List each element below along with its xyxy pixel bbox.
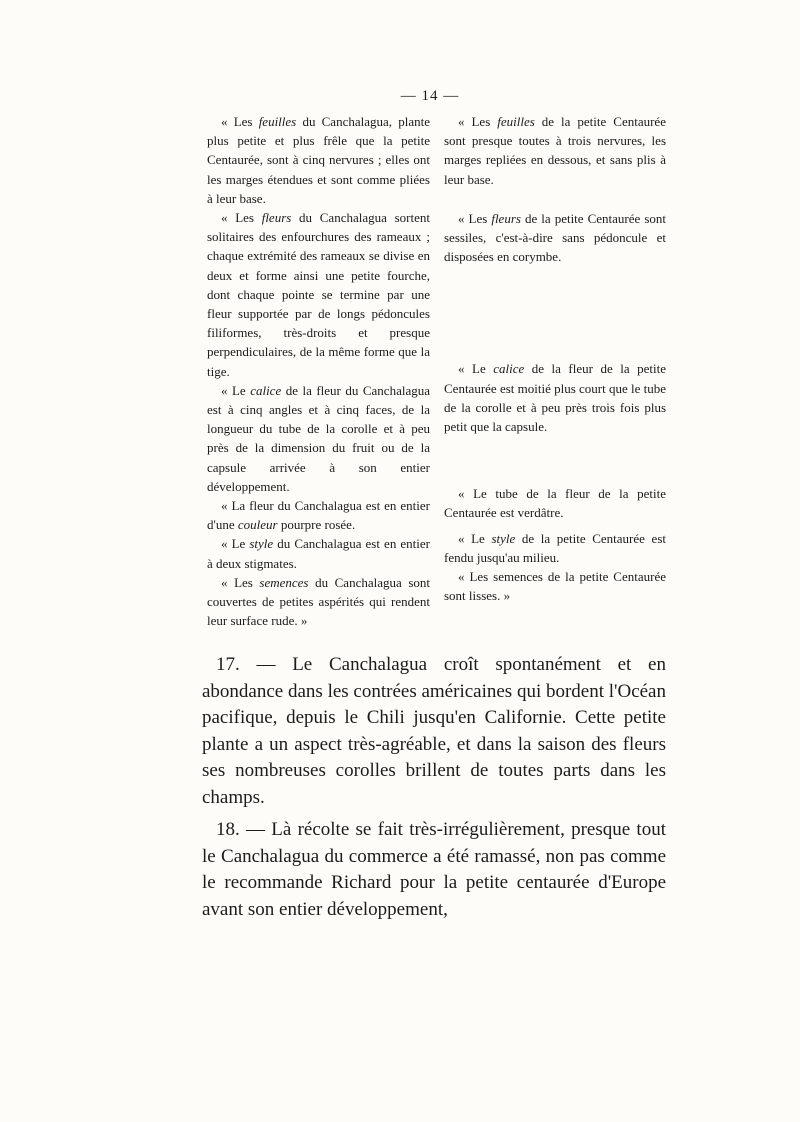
left-paragraph-flowers: « Les fleurs du Canchalagua sortent solitaires des enfourchures des rameaux ; chaque extrémité des rameaux se divise en deux et forme ainsi une petite fourche, dont chaque pointe se termine par une fleur supportée par de longs pédoncules filiformes, très-droits et presque perpendiculaires, de la même forme que la tige. bbox=[207, 210, 430, 379]
body-text bbox=[202, 652, 666, 923]
left-paragraph-leaves: « Les feuilles du Canchalagua, plante plus petite et plus frêle que la petite Centaurée, sont à cinq nervures ; elles ont les marges étendues et sont comme pliées à leur base. bbox=[207, 114, 430, 206]
page-number: — 14 — bbox=[400, 88, 460, 104]
left-paragraph-color: « La fleur du Canchalagua est en entier d'une couleur pourpre rosée. bbox=[207, 498, 430, 533]
left-paragraph-calyx: « Le calice de la fleur du Canchalagua est à cinq angles et à cinq faces, de la longueur du tube de la corolle et à peu près de la dimension du fruit ou de la capsule arrivée à son entier développement. bbox=[207, 382, 430, 494]
left-column-canchalagua bbox=[207, 112, 430, 630]
right-paragraph-style: « Le style de la petite Centaurée est fendu jusqu'au milieu. bbox=[444, 530, 666, 565]
right-paragraph-leaves: « Les feuilles de la petite Centaurée sont presque toutes à trois nervures, les marges repliées en dessous, et sans plis à leur base. bbox=[444, 114, 666, 187]
right-paragraph-calyx: « Le calice de la fleur de la petite Centaurée est moitié plus court que le tube de la corolle et à peu près trois fois plus petit que la capsule. bbox=[444, 361, 667, 435]
right-paragraph-tube: « Le tube de la fleur de la petite Centaurée est verdâtre. bbox=[444, 486, 666, 521]
right-column-petite-centauree bbox=[444, 112, 666, 605]
right-paragraph-seeds: « Les semences de la petite Centaurée sont lisses. » bbox=[444, 569, 666, 604]
right-paragraph-flowers: « Les fleurs de la petite Centaurée sont sessiles, c'est-à-dire sans pédoncule et disposées en corymbe. bbox=[444, 210, 666, 265]
paragraph-18: 18. — Là récolte se fait très-irrégulièrement, presque tout le Canchalagua du commerce a été ramassé, non pas comme le recommande Richard pour la petite centaurée d'Europe avant son entier développement, bbox=[202, 819, 666, 920]
paragraph-17: 17. — Le Canchalagua croît spontanément et en abondance dans les contrées américaines qui bordent l'Océan pacifique, depuis le Chili jusqu'en Californie. Cette petite plante a un aspect très-agréable, et dans la saison des fleurs ses nombreuses corolles brillent de toutes parts dans les champs. bbox=[202, 654, 666, 808]
left-paragraph-style: « Le style du Canchalagua est en entier à deux stigmates. bbox=[207, 536, 430, 571]
left-paragraph-seeds: « Les semences du Canchalagua sont couvertes de petites aspérités qui rendent leur surface rude. » bbox=[207, 574, 430, 629]
